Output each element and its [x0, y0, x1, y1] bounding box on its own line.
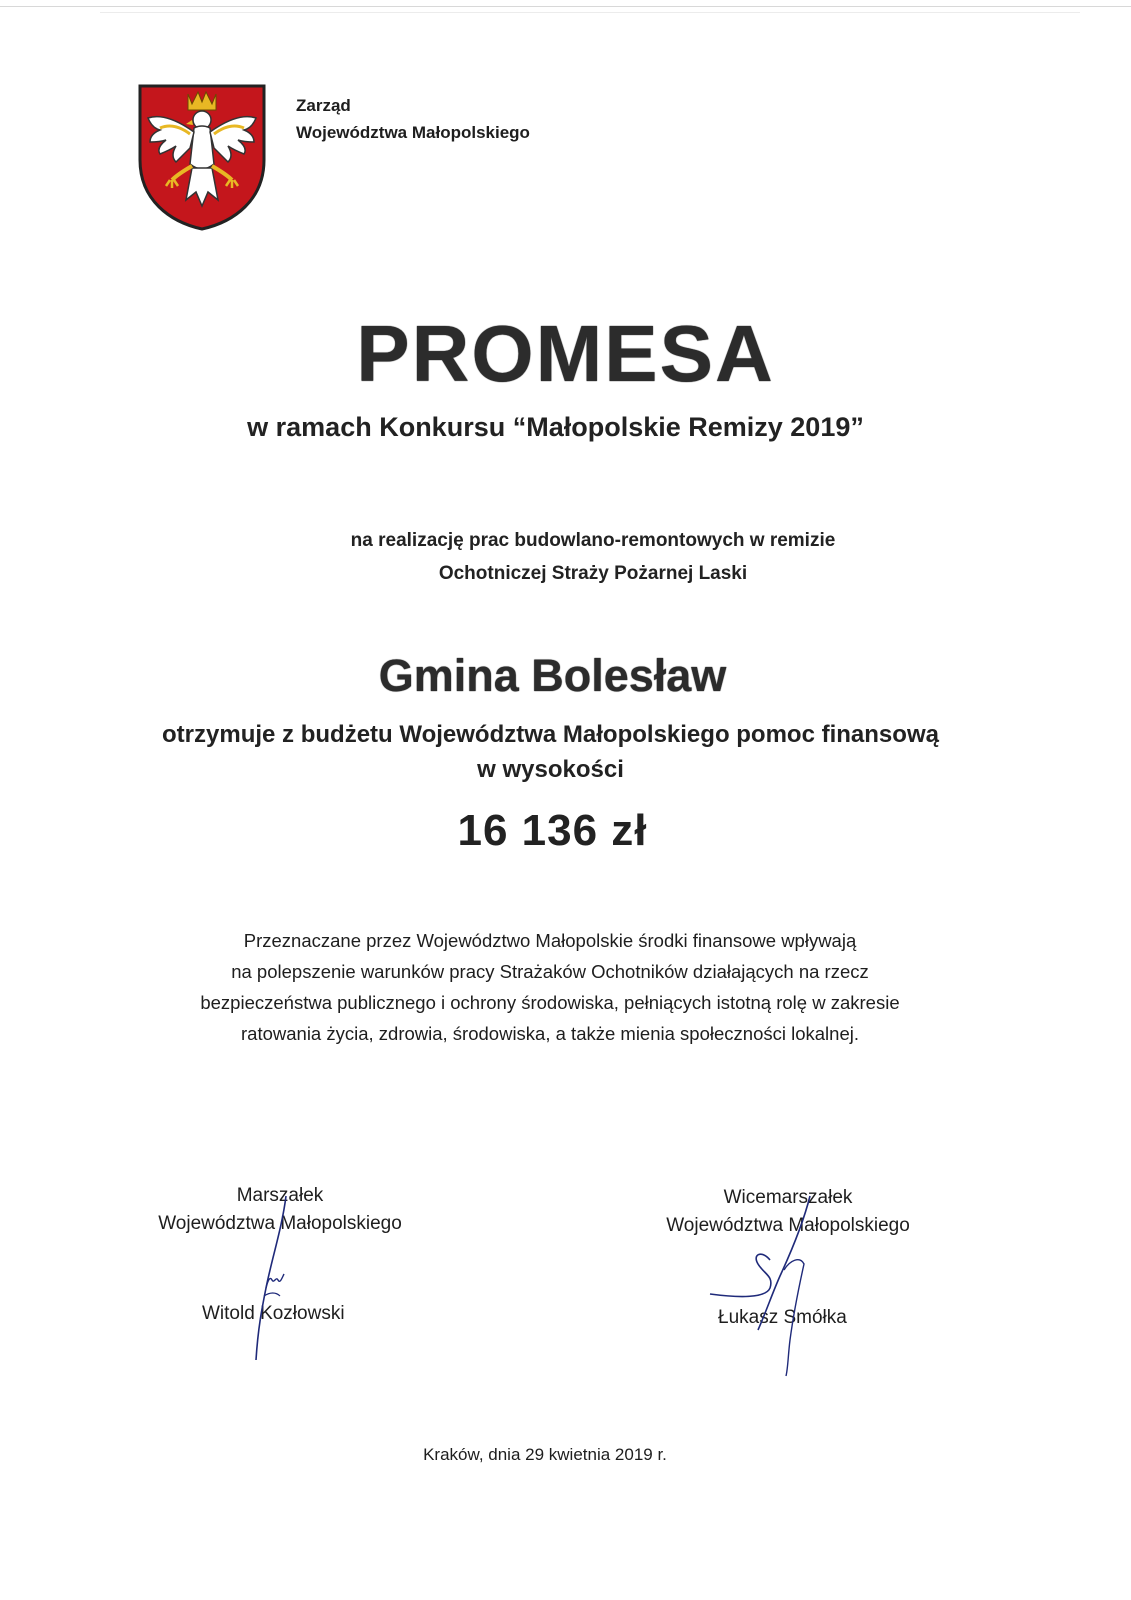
scan-edge-line	[100, 12, 1080, 13]
issuer-line: Zarząd	[296, 96, 351, 115]
issuer-name	[296, 92, 530, 146]
grant-amount: 16 136 zł	[457, 806, 648, 855]
purpose-line: na realizację prac budowlano-remontowych w remizie	[350, 530, 836, 551]
issuer-line: Województwa Małopolskiego	[296, 123, 530, 142]
handwritten-signature-left	[236, 1188, 316, 1368]
recipient-name: Gmina Bolesław	[378, 650, 727, 701]
signatory-title-line: Wicemarszałek	[723, 1187, 853, 1208]
contest-subtitle: w ramach Konkursu “Małopolskie Remizy 2019”	[247, 412, 864, 442]
signatory-title-line: Województwa Małopolskiego	[666, 1215, 910, 1236]
signatory-title-line: Województwa Małopolskiego	[158, 1213, 402, 1234]
receives-line: w wysokości	[477, 756, 624, 783]
scan-edge-line	[0, 6, 1131, 7]
receives-line: otrzymuje z budżetu Województwa Małopolskiego pomoc finansową	[162, 721, 939, 748]
signatory-name-left: Witold Kozłowski	[202, 1303, 345, 1324]
body-line: Przeznaczane przez Województwo Małopolskie środki finansowe wpływają	[243, 930, 857, 951]
receives-text	[0, 717, 1101, 787]
body-line: ratowania życia, zdrowia, środowiska, a także mienia społeczności lokalnej.	[241, 1023, 859, 1044]
signatory-title-line: Marszałek	[236, 1185, 324, 1206]
place-and-date: Kraków, dnia 29 kwietnia 2019 r.	[423, 1445, 667, 1464]
coat-of-arms-icon	[136, 82, 268, 232]
purpose-line: Ochotniczej Straży Pożarnej Laski	[438, 563, 748, 584]
body-paragraph	[0, 925, 1100, 1049]
document-title: PROMESA	[356, 309, 775, 398]
body-line: bezpieczeństwa publicznego i ochrony środowiska, pełniących istotną rolę w zakresie	[200, 992, 900, 1013]
signatory-name-right: Łukasz Smółka	[718, 1307, 847, 1328]
purpose-text	[0, 524, 1131, 590]
body-line: na polepszenie warunków pracy Strażaków Ochotników działających na rzecz	[231, 961, 869, 982]
handwritten-signature-right	[700, 1190, 850, 1380]
